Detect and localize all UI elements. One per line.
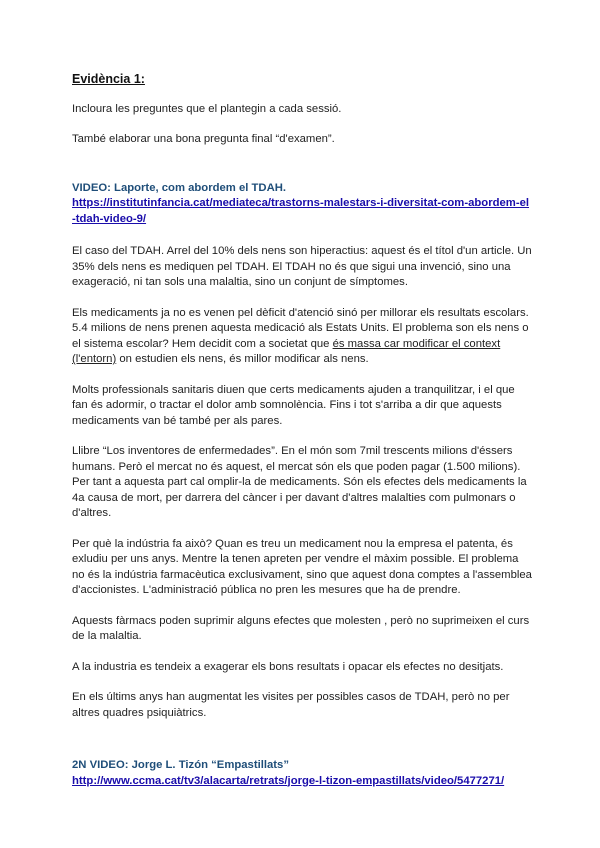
intro-line-1: Incloura les preguntes que el plantegin a cada sessió.: [72, 102, 342, 115]
intro-line-2: També elaborar una bona pregunta final “d'examen”.: [72, 133, 335, 145]
video2-title: 2N VIDEO: Jorge L. Tizón “Empastillats”: [72, 759, 289, 771]
paragraph-5: Per què la indústria fa això? Quan es treu un medicament nou la empresa el patenta, és exludiu per uns anys. Mentre la tenen apreten per vendre el màxim possible. El problema no és la indústria farmacèutica exclusivament, sino que aquest dona comptes a l'assemblea d'accionistes. L'administració pública no pren les mesures que ha de prendre.: [72, 537, 532, 596]
paragraph-4: Llibre “Los inventores de enfermedades”. En el món som 7mil trescents milions d'éssers humans. Però el mercat no és aquest, el mercat són els que poden pagar (1.500 milions). Per tant a aquesta part cal omplir-la de medicaments. Són els efectes dels medicaments la 4a causa de mort, per darrera del càncer i per davant d'altres malalties com pulmonars o d'altres.: [72, 445, 527, 519]
paragraph-7: A la industria es tendeix a exagerar els bons resultats i opacar els efectes no desitjats.: [72, 660, 504, 673]
paragraph-2-start: Els medicaments ja no es venen pel dèficit d'atenció sinó per millorar els resultats escolars. 5.4 milions de nens prenen aquesta medicació als Estats Units. El problema son els nens o el sistema escolar? Hem decidit com a societat que: [72, 306, 529, 350]
paragraph-2-end: on estudien els nens, és millor modificar als nens.: [116, 353, 369, 365]
paragraph-2: [72, 306, 532, 368]
paragraph-1: El caso del TDAH. Arrel del 10% dels nens son hiperactius: aquest és el títol d'un article. Un 35% dels nens es mediquen pel TDAH. El TDAH no és que sigui una invenció, sino una exageració, ni tan sols una malaltia, sino un conjunt de símptomes.: [72, 245, 532, 288]
video1-title: VIDEO: Laporte, com abordem el TDAH.: [72, 181, 287, 194]
paragraph-6: Aquests fàrmacs poden suprimir alguns efectes que molesten , però no suprimeixen el curs de la malaltia.: [72, 614, 530, 642]
video2-link[interactable]: http://www.ccma.cat/tv3/alacarta/retrats/jorge-l-tizon-empastillats/video/5477271/: [72, 774, 505, 787]
evidence-heading: Evidència 1:: [72, 72, 145, 86]
paragraph-3: Molts professionals sanitaris diuen que certs medicaments ajuden a tranquilitzar, i el que fan és adormir, o tractar el dolor amb somnolència. Fins i tot s'arriba a dir que aquests medicaments van bé també per als pares.: [72, 383, 515, 427]
paragraph-8: En els últims anys han augmentat les visites per possibles casos de TDAH, però no per altres quadres psiquiàtrics.: [72, 691, 510, 719]
video1-link[interactable]: https://institutinfancia.cat/mediateca/trastorns-malestars-i-diversitat-com-abordem-el-tdah-video-9/: [72, 197, 530, 225]
paragraph-2-underlined: és massa car modificar el context (l'entorn): [72, 337, 501, 365]
document-content: [72, 72, 532, 806]
